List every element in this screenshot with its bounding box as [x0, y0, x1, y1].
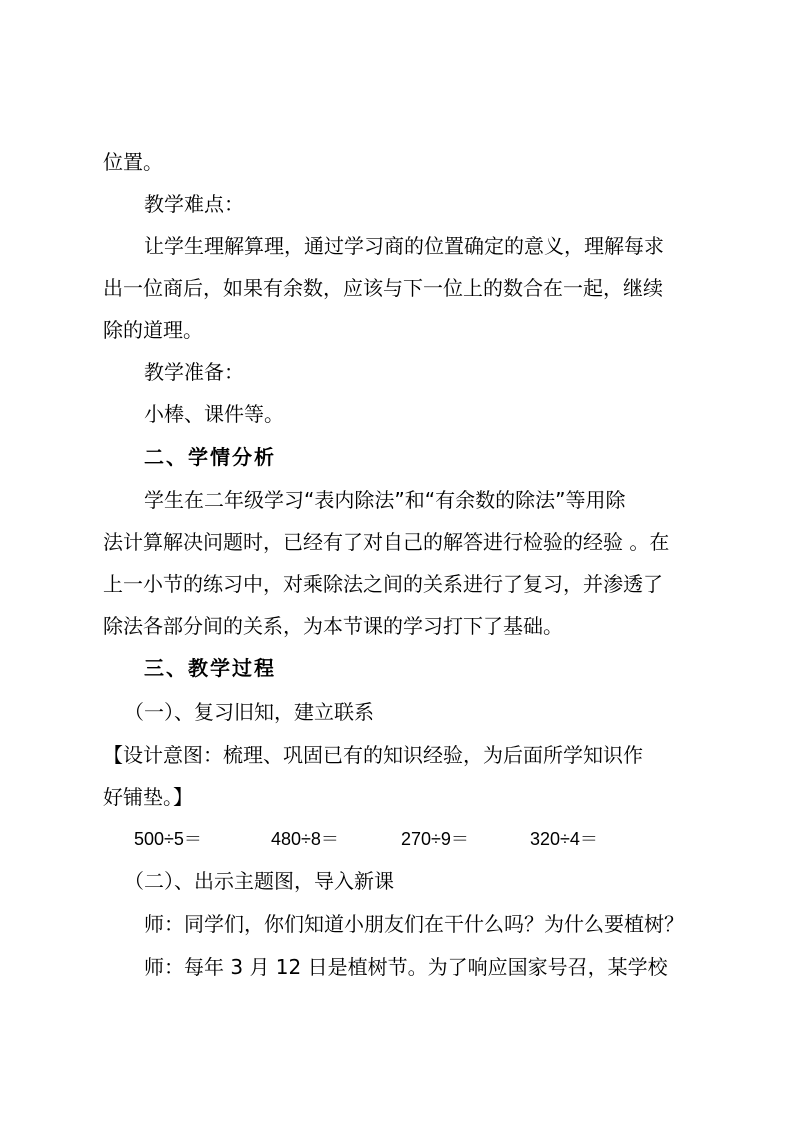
paragraph-line: 出一位商后，如果有余数，应该与下一位上的数合在一起，继续 — [103, 276, 663, 300]
division-formula: 320÷4＝ — [530, 829, 598, 849]
paragraph-line: 小棒、课件等。 — [144, 402, 284, 426]
paragraph-line: 让学生理解算理，通过学习商的位置确定的意义，理解每求 — [144, 234, 664, 258]
subsection-title: （二）、出示主题图，导入新课 — [124, 869, 394, 893]
design-intent-line: 好铺垫。】 — [103, 785, 193, 809]
paragraph-line: 学生在二年级学习“表内除法”和“有余数的除法”等用除 — [144, 488, 626, 512]
paragraph-line: 位置。 — [103, 150, 163, 174]
heading-learning-analysis: 二、学情分析 — [144, 445, 276, 469]
paragraph-line: 除的道理。 — [103, 318, 203, 342]
section-label: 教学准备： — [144, 360, 244, 384]
division-formula: 270÷9＝ — [401, 829, 469, 849]
dialogue-line: 师：同学们，你们知道小朋友们在干什么吗？为什么要植树？ — [144, 912, 684, 936]
paragraph-line: 法计算解决问题时，已经有了对自己的解答进行检验的经验 。在 — [103, 530, 670, 554]
design-intent-line: 【设计意图：梳理、巩固已有的知识经验，为后面所学知识作 — [103, 743, 643, 767]
dialogue-line: 师：每年 3 月 12 日是植树节。为了响应国家号召，某学校 — [144, 955, 668, 979]
paragraph-line: 上一小节的练习中，对乘除法之间的关系进行了复习，并渗透了 — [103, 572, 663, 596]
section-label: 教学难点： — [144, 192, 244, 216]
subsection-title: （一）、复习旧知，建立联系 — [124, 700, 374, 724]
heading-teaching-process: 三、教学过程 — [144, 656, 276, 680]
division-formula: 500÷5＝ — [134, 829, 202, 849]
paragraph-line: 除法各部分间的关系，为本节课的学习打下了基础。 — [103, 614, 563, 638]
division-formula: 480÷8＝ — [271, 829, 339, 849]
